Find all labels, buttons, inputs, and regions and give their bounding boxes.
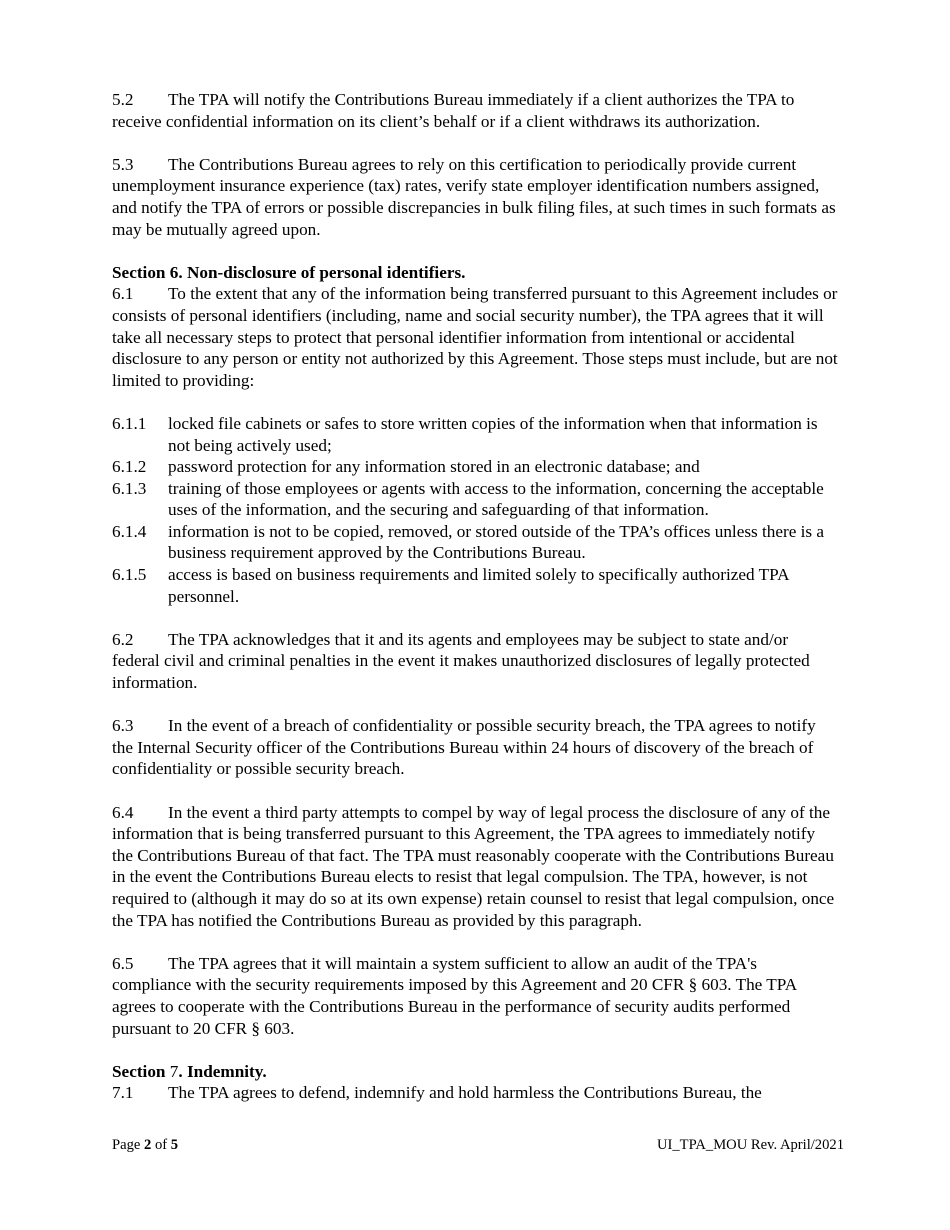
- section-6-heading: Section 6. Non-disclosure of personal identifiers.: [112, 262, 466, 282]
- paragraph-6-5: [112, 953, 840, 1039]
- section-7-heading-title: . Indemnity.: [178, 1061, 267, 1081]
- paragraph-6-2: [112, 629, 840, 694]
- list-item: [112, 413, 840, 456]
- list-item-text: information is not to be copied, removed, or stored outside of the TPA’s offices unless there is a business requirement approved by the Contributions Bureau.: [168, 521, 825, 563]
- list-item: [112, 456, 840, 478]
- list-item-text: password protection for any information stored in an electronic database; and: [168, 457, 700, 477]
- paragraph-5-3: [112, 154, 840, 240]
- list-item: [112, 564, 840, 607]
- list-item-number: 6.1.4: [112, 521, 147, 541]
- paragraph-text: The TPA agrees that it will maintain a system sufficient to allow an audit of the TPA's compliance with the security requirements imposed by this Agreement and 20 CFR § 603. The TPA agrees to cooperate with the Contributions Bureau in the performance of security audits performed pursuant to 20 CFR § 603.: [112, 953, 797, 1038]
- page-label: Page: [112, 1137, 145, 1153]
- paragraph-text: The Contributions Bureau agrees to rely on this certification to periodically provide current unemployment insurance experience (tax) rates, verify state employer identification numbers assigned, and notify the TPA of errors or possible discrepancies in bulk filing files, at such times in such formats as may be mutually agreed upon.: [112, 154, 836, 239]
- paragraph-text: In the event of a breach of confidentiality or possible security breach, the TPA agrees to notify the Internal Security officer of the Contributions Bureau within 24 hours of discovery of the breach of confidentiality or possible security breach.: [112, 716, 816, 779]
- section-7-heading-prefix: Section: [112, 1061, 170, 1081]
- paragraph-7-1: [112, 1082, 840, 1104]
- paragraph-text: The TPA will notify the Contributions Bureau immediately if a client authorizes the TPA to receive confidential information on its client’s behalf or if a client withdraws its authorization.: [112, 90, 795, 131]
- paragraph-number: 7.1: [112, 1083, 134, 1103]
- document-id: UI_TPA_MOU Rev. April/2021: [656, 1137, 844, 1153]
- list-item-text: training of those employees or agents with access to the information, concerning the acceptable uses of the information, and the securing and safeguarding of that information.: [168, 478, 824, 520]
- list-item-text: access is based on business requirements and limited solely to specifically authorized TPA personnel.: [168, 565, 789, 606]
- paragraph-number: 6.4: [112, 802, 134, 822]
- list-item-number: 6.1.5: [112, 565, 147, 585]
- paragraph-number: 6.2: [112, 629, 134, 649]
- total-pages: 5: [170, 1137, 179, 1153]
- paragraph-text: To the extent that any of the information being transferred pursuant to this Agreement includes or consists of personal identifiers (including, name and social security number), the TPA agrees that it will take all necessary steps to protect that personal identifier information from intentional or accidental disclosure to any person or entity not authorized by this Agreement. Those steps must include, but are not limited to providing:: [112, 284, 838, 390]
- paragraph-text: In the event a third party attempts to compel by way of legal process the disclosure of any of the information that is being transferred pursuant to this Agreement, the TPA agrees to immediately notify the Contributions Bureau of that fact. The TPA must reasonably cooperate with the Contributions Bureau in the event the Contributions Bureau elects to resist that legal compulsion. The TPA, however, is not required to (although it may do so at its own expense) retain counsel to resist that legal compulsion, once the TPA has notified the Contributions Bureau as provided by this paragraph.: [112, 802, 835, 930]
- current-page: 2: [144, 1137, 152, 1153]
- paragraph-6-3: [112, 715, 840, 780]
- paragraph-number: 6.1: [112, 284, 134, 304]
- paragraph-6-4: [112, 802, 840, 932]
- paragraph-text: The TPA agrees to defend, indemnify and hold harmless the Contributions Bureau, the: [168, 1083, 762, 1103]
- list-item-number: 6.1.3: [112, 478, 147, 498]
- page-of-label: of: [151, 1137, 171, 1153]
- list-item-text: locked file cabinets or safes to store written copies of the information when that information is not being actively used;: [168, 413, 818, 455]
- paragraph-6-1: [112, 283, 840, 391]
- list-item: [112, 478, 840, 521]
- paragraph-text: The TPA acknowledges that it and its agents and employees may be subject to state and/or federal civil and criminal penalties in the event it makes unauthorized disclosures of legally protected information.: [112, 629, 810, 693]
- section-7-heading: [112, 1061, 840, 1083]
- paragraph-number: 6.3: [112, 716, 134, 736]
- page-footer: [112, 1136, 844, 1154]
- document-body: [112, 89, 840, 1104]
- section-7-heading-number: 7: [169, 1061, 179, 1081]
- list-item: [112, 521, 840, 564]
- paragraph-number: 5.3: [112, 154, 134, 174]
- safeguards-list: [112, 413, 840, 607]
- paragraph-5-2: [112, 89, 840, 132]
- paragraph-number: 6.5: [112, 953, 134, 973]
- list-item-number: 6.1.2: [112, 457, 147, 477]
- list-item-number: 6.1.1: [112, 413, 147, 433]
- page-number: [112, 1136, 178, 1154]
- paragraph-number: 5.2: [112, 90, 134, 109]
